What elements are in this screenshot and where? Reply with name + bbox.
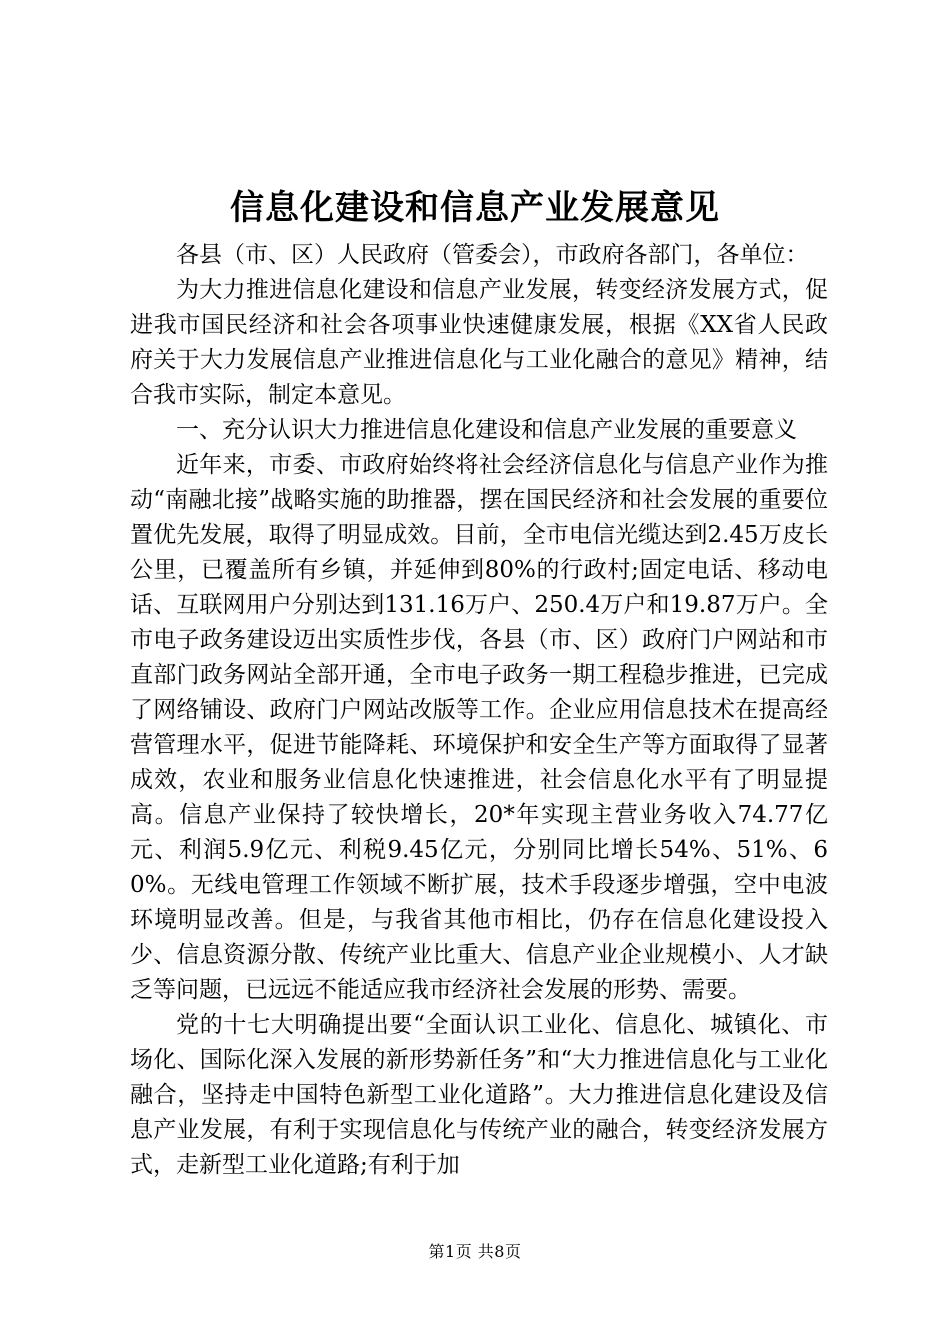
document-body	[130, 238, 828, 1183]
document-title: 信息化建设和信息产业发展意见	[230, 188, 720, 228]
intro-paragraph: 为大力推进信息化建设和信息产业发展，转变经济发展方式，促进我市国民经济和社会各项事业快速健康发展，根据《XX省人民政府关于大力发展信息产业推进信息化与工业化融合的意见》精神，结合我市实际，制定本意见。	[130, 277, 828, 408]
page-footer: 第1页 共8页	[428, 1242, 522, 1261]
section-heading: 一、充分认识大力推进信息化建设和信息产业发展的重要意义	[176, 417, 797, 443]
salutation-paragraph: 各县（市、区）人民政府（管委会），市政府各部门，各单位：	[176, 242, 809, 268]
body-paragraph: 近年来，市委、市政府始终将社会经济信息化与信息产业作为推动“南融北接”战略实施的助推器，摆在国民经济和社会发展的重要位置优先发展，取得了明显成效。目前，全市电信光缆达到2.45万皮长公里，已覆盖所有乡镇，并延伸到80%的行政村;固定电话、移动电话、互联网用户分别达到131.16万户、250.4万户和19.87万户。全市电子政务建设迈出实质性步伐，各县（市、区）政府门户网站和市直部门政务网站全部开通，全市电子政务一期工程稳步推进，已完成了网络铺设、政府门户网站改版等工作。企业应用信息技术在提高经营管理水平，促进节能降耗、环境保护和安全生产等方面取得了显著成效，农业和服务业信息化快速推进，社会信息化水平有了明显提高。信息产业保持了较快增长，20*年实现主营业务收入74.77亿元、利润5.9亿元、利税9.45亿元，分别同比增长54%、51%、60%。无线电管理工作领域不断扩展，技术手段逐步增强，空中电波环境明显改善。但是，与我省其他市相比，仍存在信息化建设投入少、信息资源分散、传统产业比重大、信息产业企业规模小、人才缺乏等问题，已远远不能适应我市经济社会发展的形势、需要。	[130, 452, 828, 1003]
body-paragraph: 党的十七大明确提出要“全面认识工业化、信息化、城镇化、市场化、国际化深入发展的新形势新任务”和“大力推进信息化与工业化融合，坚持走中国特色新型工业化道路”。大力推进信息化建设及信息产业发展，有利于实现信息化与传统产业的融合，转变经济发展方式，走新型工业化道路;有利于加	[130, 1012, 828, 1178]
